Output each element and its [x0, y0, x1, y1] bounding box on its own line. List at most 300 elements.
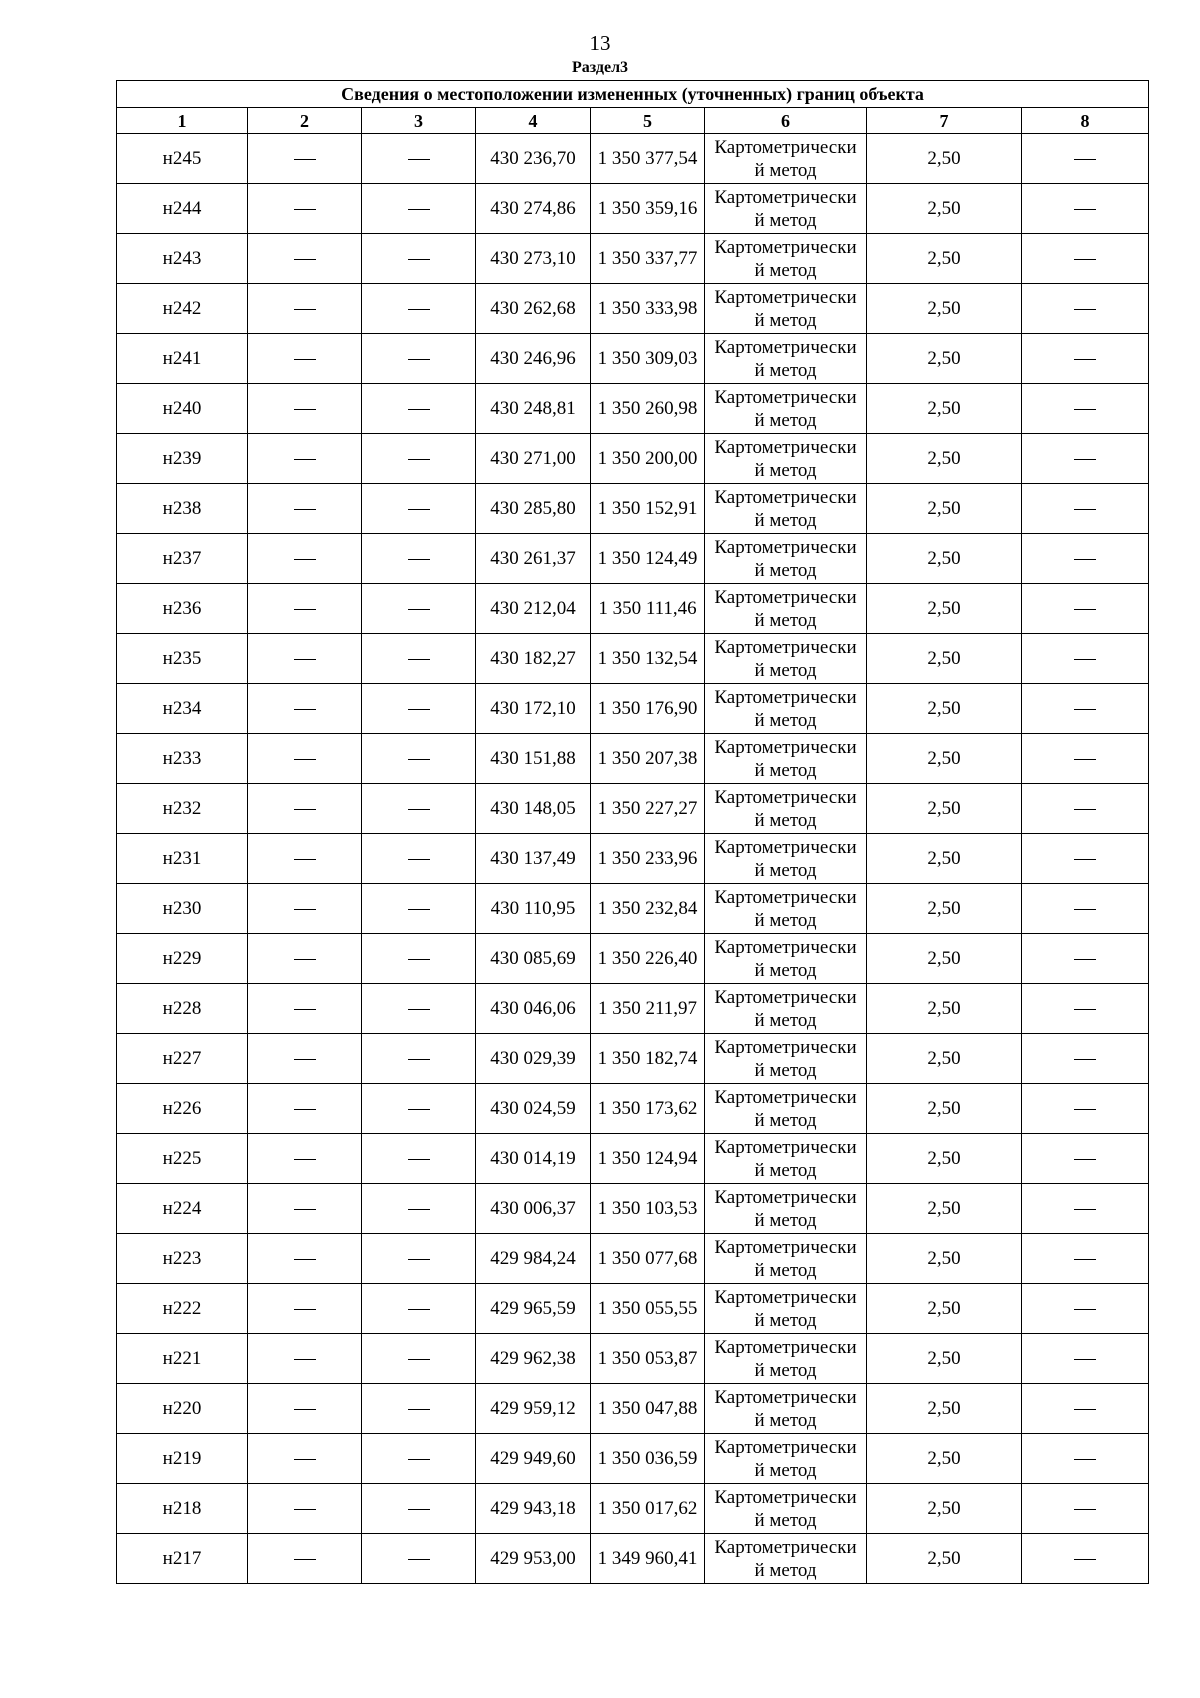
column-number-3: 3 [362, 108, 476, 134]
column-number-row [117, 108, 1149, 134]
dash-mark [294, 1109, 316, 1110]
method-text-line-1: Картометрически [714, 636, 857, 658]
method-text-line-1: Картометрически [714, 1136, 857, 1158]
empty-value-cell [1022, 334, 1149, 384]
method-cell [705, 134, 867, 184]
dash-mark [408, 509, 430, 510]
point-name-cell: н245 [117, 134, 248, 184]
coordinate-x-cell: 430 024,59 [476, 1084, 591, 1134]
empty-value-cell [362, 484, 476, 534]
empty-value-cell [362, 184, 476, 234]
table-row-н220 [117, 1384, 1149, 1434]
accuracy-cell: 2,50 [867, 1184, 1022, 1234]
coordinate-x-cell: 430 148,05 [476, 784, 591, 834]
coordinate-y-cell: 1 350 176,90 [591, 684, 705, 734]
empty-value-cell [248, 1384, 362, 1434]
method-cell [705, 1434, 867, 1484]
method-text-line-1: Картометрически [714, 386, 857, 408]
empty-value-cell [1022, 1384, 1149, 1434]
point-name-cell: н224 [117, 1184, 248, 1234]
point-name-cell: н240 [117, 384, 248, 434]
coordinate-x-cell: 429 965,59 [476, 1284, 591, 1334]
empty-value-cell [362, 1084, 476, 1134]
method-text-line-2: й метод [754, 259, 817, 281]
method-cell [705, 1084, 867, 1134]
empty-value-cell [248, 684, 362, 734]
dash-mark [408, 1409, 430, 1410]
method-text-line-1: Картометрически [714, 1336, 857, 1358]
empty-value-cell [248, 534, 362, 584]
empty-value-cell [362, 334, 476, 384]
point-name-cell: н230 [117, 884, 248, 934]
coordinate-x-cell: 430 246,96 [476, 334, 591, 384]
accuracy-cell: 2,50 [867, 1134, 1022, 1184]
dash-mark [294, 959, 316, 960]
dash-mark [1074, 1409, 1096, 1410]
method-cell [705, 1134, 867, 1184]
accuracy-cell: 2,50 [867, 534, 1022, 584]
dash-mark [294, 1309, 316, 1310]
dash-mark [294, 1509, 316, 1510]
accuracy-cell: 2,50 [867, 1284, 1022, 1334]
table-row-н223 [117, 1234, 1149, 1284]
dash-mark [1074, 759, 1096, 760]
method-cell [705, 284, 867, 334]
empty-value-cell [362, 834, 476, 884]
point-name-cell: н229 [117, 934, 248, 984]
coordinate-y-cell: 1 350 111,46 [591, 584, 705, 634]
method-cell [705, 1534, 867, 1584]
method-text-line-1: Картометрически [714, 736, 857, 758]
empty-value-cell [362, 1384, 476, 1434]
dash-mark [1074, 859, 1096, 860]
empty-value-cell [248, 734, 362, 784]
empty-value-cell [1022, 1084, 1149, 1134]
accuracy-cell: 2,50 [867, 1484, 1022, 1534]
accuracy-cell: 2,50 [867, 434, 1022, 484]
method-text-line-2: й метод [754, 159, 817, 181]
coordinate-y-cell: 1 350 359,16 [591, 184, 705, 234]
dash-mark [408, 159, 430, 160]
method-text-line-2: й метод [754, 1209, 817, 1231]
dash-mark [1074, 1359, 1096, 1360]
empty-value-cell [248, 984, 362, 1034]
empty-value-cell [1022, 284, 1149, 334]
empty-value-cell [248, 584, 362, 634]
accuracy-cell: 2,50 [867, 334, 1022, 384]
column-number-5: 5 [591, 108, 705, 134]
method-text-line-1: Картометрически [714, 336, 857, 358]
dash-mark [294, 709, 316, 710]
empty-value-cell [362, 934, 476, 984]
coordinate-x-cell: 430 262,68 [476, 284, 591, 334]
accuracy-cell: 2,50 [867, 834, 1022, 884]
method-cell [705, 834, 867, 884]
coordinate-y-cell: 1 350 211,97 [591, 984, 705, 1034]
coordinate-x-cell: 429 959,12 [476, 1384, 591, 1434]
section-title: Раздел3 [571, 59, 629, 76]
coordinate-x-cell: 430 271,00 [476, 434, 591, 484]
table-row-н235 [117, 634, 1149, 684]
coordinate-x-cell: 430 273,10 [476, 234, 591, 284]
table-row-н225 [117, 1134, 1149, 1184]
column-number-8: 8 [1022, 108, 1149, 134]
dash-mark [1074, 1259, 1096, 1260]
accuracy-cell: 2,50 [867, 284, 1022, 334]
point-name-cell: н241 [117, 334, 248, 384]
empty-value-cell [1022, 684, 1149, 734]
method-cell [705, 384, 867, 434]
column-number-6: 6 [705, 108, 867, 134]
method-text-line-1: Картометрически [714, 1186, 857, 1208]
method-text-line-1: Картометрически [714, 936, 857, 958]
empty-value-cell [362, 1184, 476, 1234]
method-cell [705, 184, 867, 234]
coordinate-y-cell: 1 350 152,91 [591, 484, 705, 534]
method-text-line-2: й метод [754, 1109, 817, 1131]
method-text-line-1: Картометрически [714, 436, 857, 458]
coordinate-y-cell: 1 350 103,53 [591, 1184, 705, 1234]
empty-value-cell [1022, 1184, 1149, 1234]
table-row-н239 [117, 434, 1149, 484]
dash-mark [408, 309, 430, 310]
method-cell [705, 884, 867, 934]
accuracy-cell: 2,50 [867, 1084, 1022, 1134]
dash-mark [1074, 1159, 1096, 1160]
dash-mark [1074, 509, 1096, 510]
dash-mark [294, 1259, 316, 1260]
method-text-line-2: й метод [754, 759, 817, 781]
coordinate-x-cell: 430 248,81 [476, 384, 591, 434]
dash-mark [1074, 909, 1096, 910]
empty-value-cell [248, 1134, 362, 1184]
column-number-4: 4 [476, 108, 591, 134]
empty-value-cell [248, 334, 362, 384]
point-name-cell: н221 [117, 1334, 248, 1384]
method-text-line-1: Картометрически [714, 586, 857, 608]
accuracy-cell: 2,50 [867, 634, 1022, 684]
coordinate-y-cell: 1 350 077,68 [591, 1234, 705, 1284]
column-number-1: 1 [117, 108, 248, 134]
point-name-cell: н220 [117, 1384, 248, 1434]
point-name-cell: н236 [117, 584, 248, 634]
table-caption-row [117, 81, 1149, 108]
empty-value-cell [248, 234, 362, 284]
empty-value-cell [248, 1534, 362, 1584]
method-cell [705, 984, 867, 1034]
empty-value-cell [248, 1184, 362, 1234]
dash-mark [294, 359, 316, 360]
dash-mark [1074, 1109, 1096, 1110]
accuracy-cell: 2,50 [867, 784, 1022, 834]
method-text-line-2: й метод [754, 859, 817, 881]
dash-mark [408, 909, 430, 910]
empty-value-cell [1022, 384, 1149, 434]
coordinate-x-cell: 430 006,37 [476, 1184, 591, 1234]
table-row-н233 [117, 734, 1149, 784]
dash-mark [1074, 809, 1096, 810]
dash-mark [294, 159, 316, 160]
dash-mark [294, 1209, 316, 1210]
dash-mark [408, 1459, 430, 1460]
dash-mark [408, 1559, 430, 1560]
empty-value-cell [362, 1334, 476, 1384]
point-name-cell: н235 [117, 634, 248, 684]
coordinate-x-cell: 430 014,19 [476, 1134, 591, 1184]
empty-value-cell [362, 784, 476, 834]
empty-value-cell [362, 284, 476, 334]
dash-mark [1074, 959, 1096, 960]
dash-mark [408, 409, 430, 410]
empty-value-cell [248, 784, 362, 834]
dash-mark [294, 1059, 316, 1060]
dash-mark [408, 1209, 430, 1210]
dash-mark [294, 609, 316, 610]
point-name-cell: н225 [117, 1134, 248, 1184]
method-text-line-1: Картометрически [714, 286, 857, 308]
accuracy-cell: 2,50 [867, 234, 1022, 284]
coordinate-x-cell: 430 151,88 [476, 734, 591, 784]
coordinate-y-cell: 1 350 047,88 [591, 1384, 705, 1434]
method-text-line-1: Картометрически [714, 686, 857, 708]
accuracy-cell: 2,50 [867, 484, 1022, 534]
empty-value-cell [1022, 834, 1149, 884]
empty-value-cell [1022, 1134, 1149, 1184]
coordinate-x-cell: 430 137,49 [476, 834, 591, 884]
dash-mark [294, 409, 316, 410]
method-cell [705, 1284, 867, 1334]
method-cell [705, 684, 867, 734]
method-cell [705, 1234, 867, 1284]
coordinate-x-cell: 430 261,37 [476, 534, 591, 584]
empty-value-cell [1022, 1434, 1149, 1484]
point-name-cell: н244 [117, 184, 248, 234]
empty-value-cell [362, 1034, 476, 1084]
method-text-line-1: Картометрически [714, 1086, 857, 1108]
point-name-cell: н234 [117, 684, 248, 734]
method-text-line-2: й метод [754, 1009, 817, 1031]
empty-value-cell [362, 1534, 476, 1584]
dash-mark [1074, 659, 1096, 660]
method-text-line-2: й метод [754, 709, 817, 731]
table-row-н226 [117, 1084, 1149, 1134]
coordinate-y-cell: 1 350 200,00 [591, 434, 705, 484]
coordinate-y-cell: 1 350 260,98 [591, 384, 705, 434]
empty-value-cell [362, 1484, 476, 1534]
point-name-cell: н231 [117, 834, 248, 884]
coordinate-x-cell: 430 212,04 [476, 584, 591, 634]
coordinate-y-cell: 1 350 227,27 [591, 784, 705, 834]
coordinate-x-cell: 429 962,38 [476, 1334, 591, 1384]
table-row-н217 [117, 1534, 1149, 1584]
dash-mark [294, 1409, 316, 1410]
method-text-line-2: й метод [754, 659, 817, 681]
dash-mark [408, 1009, 430, 1010]
empty-value-cell [248, 184, 362, 234]
dash-mark [1074, 209, 1096, 210]
method-cell [705, 1184, 867, 1234]
table-row-н236 [117, 584, 1149, 634]
empty-value-cell [362, 584, 476, 634]
empty-value-cell [248, 384, 362, 434]
dash-mark [408, 359, 430, 360]
empty-value-cell [248, 134, 362, 184]
dash-mark [1074, 259, 1096, 260]
table-row-н218 [117, 1484, 1149, 1534]
coordinate-y-cell: 1 350 337,77 [591, 234, 705, 284]
point-name-cell: н237 [117, 534, 248, 584]
method-text-line-1: Картометрически [714, 1386, 857, 1408]
point-name-cell: н227 [117, 1034, 248, 1084]
method-text-line-2: й метод [754, 1459, 817, 1481]
method-text-line-2: й метод [754, 459, 817, 481]
empty-value-cell [362, 684, 476, 734]
empty-value-cell [362, 984, 476, 1034]
accuracy-cell: 2,50 [867, 734, 1022, 784]
dash-mark [294, 1359, 316, 1360]
dash-mark [294, 1559, 316, 1560]
dash-mark [408, 609, 430, 610]
empty-value-cell [248, 484, 362, 534]
dash-mark [408, 459, 430, 460]
dash-mark [294, 259, 316, 260]
empty-value-cell [1022, 184, 1149, 234]
method-cell [705, 1484, 867, 1534]
empty-value-cell [362, 434, 476, 484]
accuracy-cell: 2,50 [867, 1334, 1022, 1384]
table-row-н245 [117, 134, 1149, 184]
empty-value-cell [248, 1284, 362, 1334]
empty-value-cell [1022, 884, 1149, 934]
method-text-line-2: й метод [754, 959, 817, 981]
dash-mark [1074, 459, 1096, 460]
accuracy-cell: 2,50 [867, 184, 1022, 234]
method-cell [705, 1384, 867, 1434]
coordinate-y-cell: 1 350 182,74 [591, 1034, 705, 1084]
method-text-line-1: Картометрически [714, 986, 857, 1008]
dash-mark [408, 709, 430, 710]
method-text-line-2: й метод [754, 1309, 817, 1331]
empty-value-cell [1022, 234, 1149, 284]
page-number: 13 [589, 31, 611, 55]
empty-value-cell [248, 1084, 362, 1134]
empty-value-cell [248, 634, 362, 684]
method-text-line-1: Картометрически [714, 886, 857, 908]
dash-mark [294, 659, 316, 660]
dash-mark [294, 459, 316, 460]
method-cell [705, 534, 867, 584]
point-name-cell: н219 [117, 1434, 248, 1484]
empty-value-cell [248, 434, 362, 484]
point-name-cell: н222 [117, 1284, 248, 1334]
method-cell [705, 484, 867, 534]
dash-mark [408, 559, 430, 560]
empty-value-cell [248, 1434, 362, 1484]
coordinate-x-cell: 430 274,86 [476, 184, 591, 234]
method-text-line-2: й метод [754, 809, 817, 831]
dash-mark [1074, 1509, 1096, 1510]
method-text-line-2: й метод [754, 1359, 817, 1381]
coordinate-y-cell: 1 350 233,96 [591, 834, 705, 884]
empty-value-cell [362, 384, 476, 434]
method-text-line-1: Картометрически [714, 1036, 857, 1058]
dash-mark [294, 309, 316, 310]
table-row-н219 [117, 1434, 1149, 1484]
accuracy-cell: 2,50 [867, 984, 1022, 1034]
coordinate-x-cell: 430 182,27 [476, 634, 591, 684]
dash-mark [294, 909, 316, 910]
method-text-line-1: Картометрически [714, 186, 857, 208]
coordinate-x-cell: 429 949,60 [476, 1434, 591, 1484]
column-number-2: 2 [248, 108, 362, 134]
empty-value-cell [1022, 734, 1149, 784]
coordinate-y-cell: 1 350 377,54 [591, 134, 705, 184]
dash-mark [408, 809, 430, 810]
coordinate-y-cell: 1 350 226,40 [591, 934, 705, 984]
dash-mark [1074, 1309, 1096, 1310]
coordinate-x-cell: 429 953,00 [476, 1534, 591, 1584]
point-name-cell: н228 [117, 984, 248, 1034]
table-row-н242 [117, 284, 1149, 334]
empty-value-cell [1022, 1234, 1149, 1284]
method-text-line-2: й метод [754, 1059, 817, 1081]
coordinate-y-cell: 1 350 132,54 [591, 634, 705, 684]
coordinate-y-cell: 1 350 055,55 [591, 1284, 705, 1334]
empty-value-cell [362, 1234, 476, 1284]
empty-value-cell [362, 534, 476, 584]
table-row-н222 [117, 1284, 1149, 1334]
method-text-line-1: Картометрически [714, 236, 857, 258]
empty-value-cell [1022, 584, 1149, 634]
method-text-line-1: Картометрически [714, 1236, 857, 1258]
dash-mark [408, 259, 430, 260]
dash-mark [294, 759, 316, 760]
dash-mark [1074, 159, 1096, 160]
method-text-line-2: й метод [754, 1259, 817, 1281]
dash-mark [408, 959, 430, 960]
coordinate-x-cell: 429 984,24 [476, 1234, 591, 1284]
method-text-line-1: Картометрически [714, 836, 857, 858]
method-text-line-2: й метод [754, 1409, 817, 1431]
coordinate-x-cell: 430 110,95 [476, 884, 591, 934]
coordinate-y-cell: 1 350 207,38 [591, 734, 705, 784]
table-body [117, 81, 1149, 1584]
dash-mark [408, 659, 430, 660]
accuracy-cell: 2,50 [867, 1234, 1022, 1284]
empty-value-cell [362, 734, 476, 784]
empty-value-cell [248, 1034, 362, 1084]
accuracy-cell: 2,50 [867, 1534, 1022, 1584]
table-row-н229 [117, 934, 1149, 984]
dash-mark [408, 1359, 430, 1360]
empty-value-cell [248, 934, 362, 984]
empty-value-cell [248, 1484, 362, 1534]
dash-mark [294, 1459, 316, 1460]
dash-mark [408, 1109, 430, 1110]
dash-mark [408, 1509, 430, 1510]
method-text-line-1: Картометрически [714, 536, 857, 558]
coordinate-x-cell: 430 085,69 [476, 934, 591, 984]
method-text-line-2: й метод [754, 309, 817, 331]
table-row-н241 [117, 334, 1149, 384]
dash-mark [1074, 359, 1096, 360]
method-cell [705, 1334, 867, 1384]
table-row-н221 [117, 1334, 1149, 1384]
dash-mark [1074, 1009, 1096, 1010]
empty-value-cell [1022, 934, 1149, 984]
dash-mark [408, 1259, 430, 1260]
table-row-н230 [117, 884, 1149, 934]
